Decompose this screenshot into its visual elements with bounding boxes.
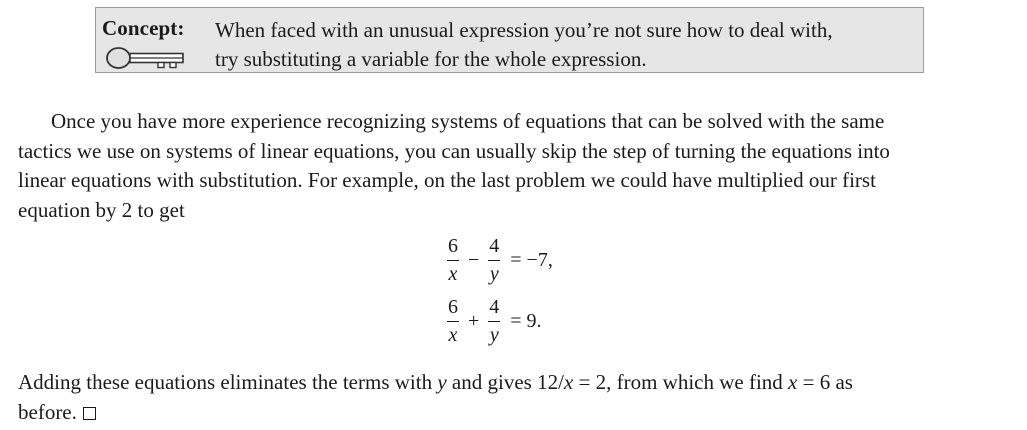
equation-1 [443, 235, 553, 285]
numerator: 6 [448, 235, 458, 257]
body-paragraph [18, 107, 1008, 225]
minus-operator: − [468, 248, 480, 271]
variable-x: x [563, 370, 574, 394]
numerator: 6 [448, 296, 458, 318]
conclusion-text-c: = 2, from which we find [573, 370, 789, 394]
equation-2 [443, 296, 542, 346]
denominator: y [489, 263, 499, 285]
variable-y: y [437, 370, 447, 394]
fraction-bar [488, 260, 500, 261]
conclusion-line-2 [18, 398, 1008, 428]
paragraph-line-1: Once you have more experience recognizing systems of equations that can be solved with the same [51, 109, 885, 133]
paragraph-line-4: equation by 2 to get [18, 197, 185, 222]
concept-label: Concept: [102, 16, 185, 40]
equation-rhs: = 9. [510, 309, 542, 332]
fraction-bar [447, 260, 459, 261]
fraction-6-over-x [443, 235, 463, 285]
concept-text [215, 16, 920, 74]
conclusion-text-a: Adding these equations eliminates the terms with [18, 370, 438, 394]
numerator: 4 [489, 235, 500, 257]
conclusion-text-d: = 6 as [797, 370, 853, 394]
fraction-bar [488, 321, 500, 322]
plus-operator: + [468, 309, 480, 332]
conclusion-text-b: and gives 12/ [446, 370, 564, 394]
denominator: x [448, 324, 458, 346]
fraction-6-over-x [443, 296, 463, 346]
denominator: x [448, 263, 458, 285]
numerator: 4 [489, 296, 500, 318]
fraction-4-over-y [484, 296, 504, 346]
concept-line-1: When faced with an unusual expression you’re not sure how to deal with, [215, 18, 833, 42]
equation-rhs: = −7, [510, 248, 553, 271]
conclusion-text-end: before. [18, 399, 77, 424]
conclusion-line-1 [18, 368, 1008, 398]
denominator: y [489, 324, 499, 346]
paragraph-line-3: linear equations with substitution. For example, on the last problem we could have multiplied our first [18, 168, 876, 192]
fraction-bar [447, 321, 459, 322]
fraction-4-over-y [484, 235, 504, 285]
qed-square-icon [83, 407, 96, 420]
conclusion-paragraph [18, 368, 1008, 427]
concept-box [95, 7, 924, 73]
paragraph-line-2: tactics we use on systems of linear equations, you can usually skip the step of turning the equations into [18, 138, 890, 163]
key-icon [106, 46, 186, 70]
concept-line-2: try substituting a variable for the whole expression. [215, 47, 647, 71]
variable-x: x [788, 370, 798, 394]
